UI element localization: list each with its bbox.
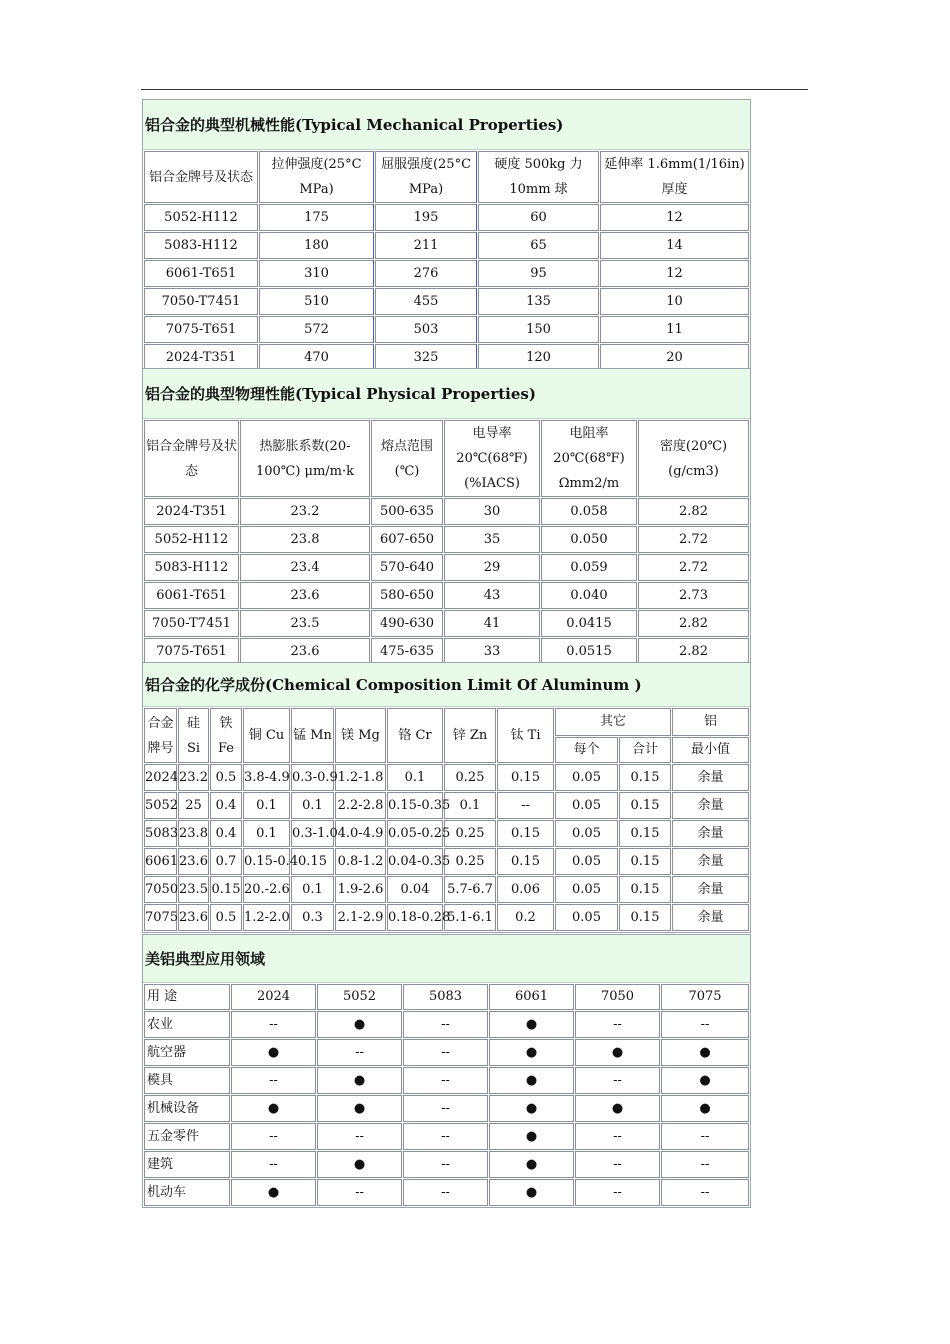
table-cell: 5.7-6.7 — [444, 876, 496, 903]
chemical-col-header: 镁 Mg — [335, 708, 386, 763]
table-cell: 6061 — [144, 848, 177, 875]
table-cell: 0.15 — [619, 904, 671, 931]
table-cell: 2024-T351 — [144, 498, 239, 525]
table-cell: 1.2-2.0 — [243, 904, 290, 931]
table-cell: 2024 — [144, 764, 177, 791]
table-cell: 0.05 — [555, 792, 618, 819]
table-cell: 1.9-2.6 — [335, 876, 386, 903]
table-row — [144, 288, 749, 315]
table-cell: 1.2-1.8 — [335, 764, 386, 791]
chemical-col-header: 硅 Si — [178, 708, 209, 763]
table-cell: 0.15 — [619, 876, 671, 903]
mechanical-header-row — [144, 151, 749, 203]
table-cell: 510 — [259, 288, 374, 315]
table-cell: 5083-H112 — [144, 554, 239, 581]
table-row — [144, 232, 749, 259]
table-cell: -- — [317, 1123, 402, 1150]
table-cell: 23.8 — [240, 526, 370, 553]
table-row — [144, 204, 749, 231]
table-cell: 0.8-1.2 — [335, 848, 386, 875]
table-cell: 0.25 — [444, 820, 496, 847]
table-cell: 20 — [600, 344, 749, 371]
table-cell: 490-630 — [371, 610, 443, 637]
physical-table — [143, 419, 750, 666]
table-cell: -- — [661, 1011, 749, 1038]
table-cell: 6061-T651 — [144, 582, 239, 609]
table-cell: 23.6 — [178, 904, 209, 931]
mechanical-title: 铝合金的典型机械性能(Typical Mechanical Properties) — [143, 100, 750, 150]
chemical-subheader: 最小值 — [672, 737, 749, 763]
table-cell: 0.050 — [541, 526, 637, 553]
mechanical-col-header: 屈服强度(25°C MPa) — [375, 151, 477, 203]
table-cell: 2.1-2.9 — [335, 904, 386, 931]
table-row — [144, 876, 749, 903]
table-cell: 7075-T651 — [144, 316, 258, 343]
applications-col-header: 5052 — [317, 984, 402, 1010]
table-cell: 2.72 — [638, 526, 749, 553]
table-cell: 5083-H112 — [144, 232, 258, 259]
table-cell: 0.5 — [210, 764, 242, 791]
physical-title: 铝合金的典型物理性能(Typical Physical Properties) — [143, 369, 750, 419]
table-cell: -- — [403, 1067, 488, 1094]
table-cell: 5052-H112 — [144, 204, 258, 231]
table-cell: ● — [489, 1067, 574, 1094]
table-cell: 503 — [375, 316, 477, 343]
table-cell: 23.4 — [240, 554, 370, 581]
table-row — [144, 1151, 749, 1178]
table-cell: ● — [489, 1123, 574, 1150]
table-cell: 0.04 — [387, 876, 443, 903]
chemical-section — [142, 662, 751, 933]
table-row — [144, 1179, 749, 1206]
chemical-col-header: 合金牌号 — [144, 708, 177, 763]
table-cell: 33 — [444, 638, 540, 665]
table-cell: 607-650 — [371, 526, 443, 553]
table-cell: -- — [661, 1179, 749, 1206]
table-cell: 7050-T7451 — [144, 610, 239, 637]
table-cell: 5052-H112 — [144, 526, 239, 553]
table-cell: 23.5 — [178, 876, 209, 903]
table-cell: 0.05 — [555, 848, 618, 875]
table-cell: ● — [489, 1095, 574, 1122]
applications-col-header: 5083 — [403, 984, 488, 1010]
table-cell: 0.15 — [497, 820, 554, 847]
applications-col-header: 6061 — [489, 984, 574, 1010]
physical-col-header: 铝合金牌号及状态 — [144, 420, 239, 497]
table-cell: 0.15 — [497, 848, 554, 875]
chemical-col-header: 钛 Ti — [497, 708, 554, 763]
table-cell: ● — [317, 1011, 402, 1038]
table-cell: 30 — [444, 498, 540, 525]
table-cell: ● — [489, 1179, 574, 1206]
table-row — [144, 316, 749, 343]
table-cell: 580-650 — [371, 582, 443, 609]
table-cell: 120 — [478, 344, 599, 371]
chemical-title: 铝合金的化学成份(Chemical Composition Limit Of Aluminum ) — [143, 663, 750, 707]
table-cell: ● — [489, 1151, 574, 1178]
table-cell: 0.1 — [243, 820, 290, 847]
table-cell: 余量 — [672, 848, 749, 875]
chemical-col-header: 锌 Zn — [444, 708, 496, 763]
table-cell: 0.3-1.0 — [291, 820, 334, 847]
table-row — [144, 526, 749, 553]
table-cell: ● — [489, 1039, 574, 1066]
table-cell: 0.1 — [444, 792, 496, 819]
table-row — [144, 260, 749, 287]
table-cell: 4.0-4.9 — [335, 820, 386, 847]
table-cell: -- — [575, 1123, 660, 1150]
table-cell: 135 — [478, 288, 599, 315]
table-cell: 0.25 — [444, 848, 496, 875]
applications-col-header: 2024 — [231, 984, 316, 1010]
application-name: 农业 — [144, 1011, 230, 1038]
table-cell: -- — [231, 1011, 316, 1038]
table-cell: -- — [575, 1067, 660, 1094]
table-cell: ● — [231, 1039, 316, 1066]
table-cell: 0.1 — [243, 792, 290, 819]
table-cell: 60 — [478, 204, 599, 231]
table-cell: ● — [317, 1067, 402, 1094]
chemical-col-header: 锰 Mn — [291, 708, 334, 763]
table-cell: 35 — [444, 526, 540, 553]
table-cell: ● — [575, 1095, 660, 1122]
table-cell: 2024-T351 — [144, 344, 258, 371]
table-row — [144, 1123, 749, 1150]
table-cell: 7075 — [144, 904, 177, 931]
table-cell: -- — [403, 1179, 488, 1206]
table-cell: -- — [317, 1179, 402, 1206]
table-cell: 175 — [259, 204, 374, 231]
table-cell: 0.05 — [555, 904, 618, 931]
table-cell: 0.05 — [555, 876, 618, 903]
chemical-col-header: 其它 — [555, 708, 671, 736]
table-cell: -- — [403, 1151, 488, 1178]
top-rule — [141, 89, 808, 90]
application-name: 机动车 — [144, 1179, 230, 1206]
table-cell: 2.82 — [638, 638, 749, 665]
table-cell: 0.4 — [210, 820, 242, 847]
application-name: 机械设备 — [144, 1095, 230, 1122]
table-cell: -- — [575, 1011, 660, 1038]
table-cell: -- — [403, 1039, 488, 1066]
table-cell: 余量 — [672, 904, 749, 931]
table-cell: 0.15 — [619, 792, 671, 819]
table-cell: 7075-T651 — [144, 638, 239, 665]
table-cell: 7050 — [144, 876, 177, 903]
table-row — [144, 344, 749, 371]
applications-section — [142, 934, 751, 1208]
chemical-col-header: 铝 — [672, 708, 749, 736]
table-cell: -- — [661, 1123, 749, 1150]
table-cell: 6061-T651 — [144, 260, 258, 287]
table-cell: 10 — [600, 288, 749, 315]
table-cell: ● — [661, 1095, 749, 1122]
table-cell: 0.0415 — [541, 610, 637, 637]
table-cell: 0.15 — [619, 764, 671, 791]
table-cell: -- — [231, 1067, 316, 1094]
table-cell: ● — [489, 1011, 574, 1038]
table-cell: 0.2 — [497, 904, 554, 931]
table-cell: 43 — [444, 582, 540, 609]
table-cell: -- — [231, 1123, 316, 1150]
table-cell: -- — [575, 1179, 660, 1206]
application-name: 航空器 — [144, 1039, 230, 1066]
table-row — [144, 1039, 749, 1066]
table-cell: 0.3-0.9 — [291, 764, 334, 791]
applications-table — [143, 983, 750, 1207]
table-cell: ● — [661, 1039, 749, 1066]
table-cell: 3.8-4.9 — [243, 764, 290, 791]
table-cell: ● — [575, 1039, 660, 1066]
table-cell: 0.15 — [210, 876, 242, 903]
table-cell: 5052 — [144, 792, 177, 819]
table-cell: ● — [661, 1067, 749, 1094]
table-cell: 0.15-0.4 — [243, 848, 290, 875]
applications-col-header: 7075 — [661, 984, 749, 1010]
table-cell: -- — [661, 1151, 749, 1178]
table-cell: 180 — [259, 232, 374, 259]
table-cell: 0.1 — [291, 876, 334, 903]
table-cell: 0.25 — [444, 764, 496, 791]
table-cell: 0.058 — [541, 498, 637, 525]
table-cell: 0.0515 — [541, 638, 637, 665]
table-cell: -- — [575, 1151, 660, 1178]
table-cell: 5083 — [144, 820, 177, 847]
table-cell: 余量 — [672, 876, 749, 903]
mechanical-table — [143, 150, 750, 372]
table-cell: -- — [231, 1151, 316, 1178]
table-cell: 572 — [259, 316, 374, 343]
table-cell: 29 — [444, 554, 540, 581]
physical-col-header: 电阻率 20℃(68℉) Ωmm2/m — [541, 420, 637, 497]
mechanical-col-header: 铝合金牌号及状态 — [144, 151, 258, 203]
application-name: 建筑 — [144, 1151, 230, 1178]
table-cell: 0.7 — [210, 848, 242, 875]
table-row — [144, 904, 749, 931]
table-cell: 211 — [375, 232, 477, 259]
chemical-col-header: 铁 Fe — [210, 708, 242, 763]
applications-title: 美铝典型应用领域 — [143, 935, 750, 983]
application-name: 五金零件 — [144, 1123, 230, 1150]
table-cell: 0.15-0.35 — [387, 792, 443, 819]
table-cell: 195 — [375, 204, 477, 231]
chemical-col-header: 铬 Cr — [387, 708, 443, 763]
table-cell: 0.1 — [291, 792, 334, 819]
chemical-header-row — [144, 708, 749, 736]
table-cell: ● — [317, 1151, 402, 1178]
table-cell: 310 — [259, 260, 374, 287]
physical-header-row — [144, 420, 749, 497]
table-cell: 95 — [478, 260, 599, 287]
table-row — [144, 1095, 749, 1122]
table-cell: 0.059 — [541, 554, 637, 581]
table-cell: ● — [231, 1095, 316, 1122]
table-row — [144, 582, 749, 609]
table-cell: 5.1-6.1 — [444, 904, 496, 931]
table-row — [144, 610, 749, 637]
table-cell: 0.18-0.28 — [387, 904, 443, 931]
table-cell: 2.72 — [638, 554, 749, 581]
table-cell: -- — [497, 792, 554, 819]
mechanical-section — [142, 99, 751, 373]
table-row — [144, 1011, 749, 1038]
mechanical-col-header: 延伸率 1.6mm(1/16in)厚度 — [600, 151, 749, 203]
table-cell: 23.6 — [240, 638, 370, 665]
mechanical-col-header: 硬度 500kg 力10mm 球 — [478, 151, 599, 203]
table-cell: 0.05 — [555, 820, 618, 847]
table-cell: 0.05-0.25 — [387, 820, 443, 847]
table-cell: 23.2 — [240, 498, 370, 525]
table-cell: 20.-2.6 — [243, 876, 290, 903]
table-cell: 0.04-0.35 — [387, 848, 443, 875]
table-cell: 23.8 — [178, 820, 209, 847]
table-cell: 23.6 — [178, 848, 209, 875]
chemical-subheader: 合计 — [619, 737, 671, 763]
table-cell: 23.6 — [240, 582, 370, 609]
physical-section — [142, 368, 751, 667]
table-cell: 0.040 — [541, 582, 637, 609]
mechanical-col-header: 拉伸强度(25°C MPa) — [259, 151, 374, 203]
table-cell: 470 — [259, 344, 374, 371]
table-cell: 0.15 — [619, 848, 671, 875]
table-cell: ● — [317, 1095, 402, 1122]
table-row — [144, 554, 749, 581]
table-cell: 475-635 — [371, 638, 443, 665]
table-row — [144, 498, 749, 525]
physical-col-header: 熔点范围(℃) — [371, 420, 443, 497]
table-cell: -- — [317, 1039, 402, 1066]
table-row — [144, 764, 749, 791]
table-cell: 0.06 — [497, 876, 554, 903]
table-cell: 0.4 — [210, 792, 242, 819]
physical-col-header: 电导率 20℃(68℉) (%IACS) — [444, 420, 540, 497]
table-cell: ● — [231, 1179, 316, 1206]
table-row — [144, 848, 749, 875]
chemical-col-header: 铜 Cu — [243, 708, 290, 763]
table-cell: 0.05 — [555, 764, 618, 791]
table-row — [144, 638, 749, 665]
physical-col-header: 热膨胀系数(20-100℃) μm/m·k — [240, 420, 370, 497]
table-cell: 余量 — [672, 764, 749, 791]
table-cell: 2.73 — [638, 582, 749, 609]
table-cell: 455 — [375, 288, 477, 315]
table-cell: 0.1 — [387, 764, 443, 791]
table-cell: 500-635 — [371, 498, 443, 525]
table-cell: 325 — [375, 344, 477, 371]
table-cell: 0.15 — [497, 764, 554, 791]
chemical-subheader: 每个 — [555, 737, 618, 763]
table-cell: 余量 — [672, 820, 749, 847]
table-cell: 0.3 — [291, 904, 334, 931]
table-cell: 0.15 — [619, 820, 671, 847]
table-row — [144, 820, 749, 847]
table-cell: 65 — [478, 232, 599, 259]
table-cell: 14 — [600, 232, 749, 259]
applications-header-row — [144, 984, 749, 1010]
table-cell: 0.15 — [291, 848, 334, 875]
physical-col-header: 密度(20℃)(g/cm3) — [638, 420, 749, 497]
chemical-table — [143, 707, 750, 932]
table-cell: -- — [403, 1011, 488, 1038]
table-cell: 23.5 — [240, 610, 370, 637]
table-cell: 25 — [178, 792, 209, 819]
applications-col-header: 用 途 — [144, 984, 230, 1010]
table-cell: 12 — [600, 204, 749, 231]
table-cell: 41 — [444, 610, 540, 637]
table-row — [144, 792, 749, 819]
table-cell: 276 — [375, 260, 477, 287]
table-cell: 2.82 — [638, 610, 749, 637]
table-cell: 150 — [478, 316, 599, 343]
table-cell: -- — [403, 1123, 488, 1150]
table-cell: 2.82 — [638, 498, 749, 525]
table-cell: 11 — [600, 316, 749, 343]
table-cell: 0.5 — [210, 904, 242, 931]
table-row — [144, 1067, 749, 1094]
table-cell: 7050-T7451 — [144, 288, 258, 315]
applications-col-header: 7050 — [575, 984, 660, 1010]
application-name: 模具 — [144, 1067, 230, 1094]
table-cell: 12 — [600, 260, 749, 287]
table-cell: 23.2 — [178, 764, 209, 791]
table-cell: 2.2-2.8 — [335, 792, 386, 819]
table-cell: 余量 — [672, 792, 749, 819]
table-cell: -- — [403, 1095, 488, 1122]
table-cell: 570-640 — [371, 554, 443, 581]
